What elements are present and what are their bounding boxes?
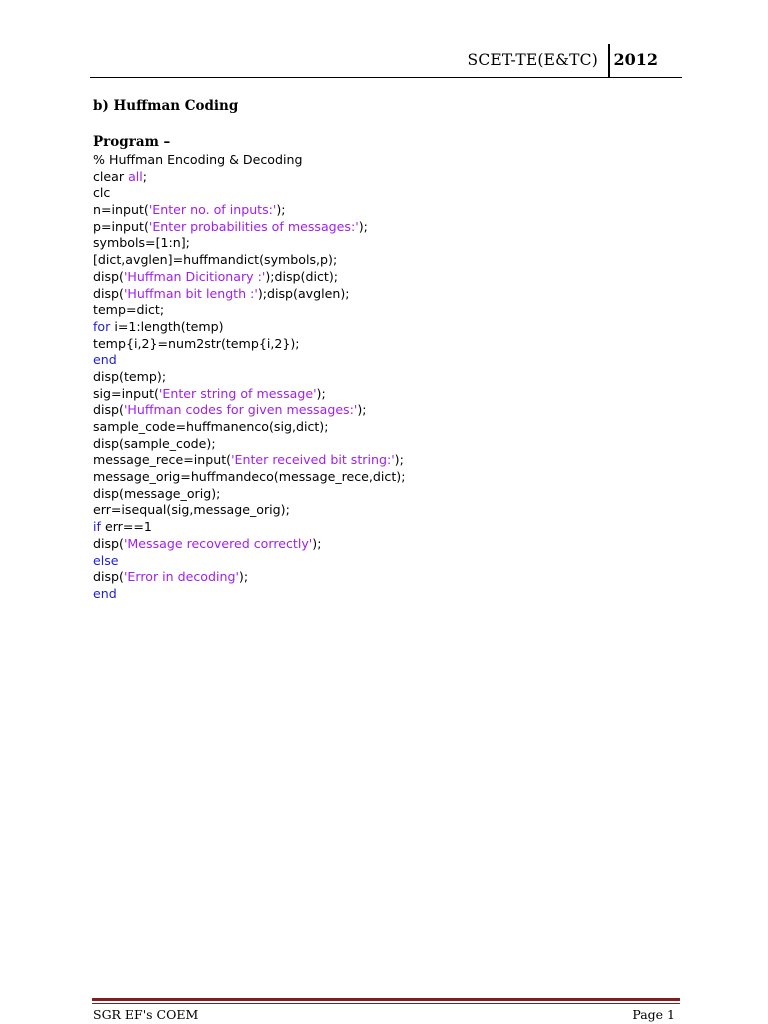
section-title: b) Huffman Coding <box>93 98 239 114</box>
code-line <box>93 336 683 353</box>
code-text: message_orig=huffmandeco(message_rece,dict); <box>93 469 406 485</box>
code-text: disp( <box>93 268 124 284</box>
code-keyword: for <box>93 318 111 334</box>
code-keyword: end <box>93 585 117 601</box>
code-text: );disp(dict); <box>265 268 338 284</box>
code-text: [dict,avglen]=huffmandict(symbols,p); <box>93 252 338 268</box>
code-line <box>93 553 683 570</box>
code-line <box>93 302 683 319</box>
code-line <box>93 152 683 169</box>
code-line <box>93 235 683 252</box>
code-text: ); <box>238 569 249 585</box>
code-line <box>93 586 683 603</box>
code-string: 'Enter received bit string:' <box>231 452 395 468</box>
code-text: disp( <box>93 402 124 418</box>
code-line <box>93 502 683 519</box>
code-text: sig=input( <box>93 385 159 401</box>
code-line <box>93 486 683 503</box>
code-text: clc <box>93 185 111 201</box>
code-text: err=isequal(sig,message_orig); <box>93 502 290 518</box>
code-line <box>93 386 683 403</box>
code-text: n=input( <box>93 202 149 218</box>
code-line <box>93 536 683 553</box>
code-text: message_rece=input( <box>93 452 232 468</box>
code-text: symbols=[1:n]; <box>93 235 190 251</box>
code-text: ); <box>276 202 286 218</box>
footer-page-number: Page 1 <box>632 1007 675 1022</box>
code-line <box>93 369 683 386</box>
code-string: 'Huffman codes for given messages:' <box>123 402 358 418</box>
code-text: );disp(avglen); <box>257 285 350 301</box>
code-line <box>93 569 683 586</box>
code-line <box>93 319 683 336</box>
code-text: ); <box>394 452 404 468</box>
code-line <box>93 419 683 436</box>
code-text: ; <box>142 168 148 184</box>
header-year: 2012 <box>613 50 658 69</box>
code-text: ); <box>316 385 326 401</box>
program-label: Program – <box>93 134 171 150</box>
page-content <box>93 96 683 603</box>
code-text: disp(message_orig); <box>93 485 221 501</box>
code-string: 'Enter no. of inputs:' <box>148 202 277 218</box>
header-separator <box>608 44 610 77</box>
code-text: disp( <box>93 285 124 301</box>
code-line <box>93 436 683 453</box>
code-text: clear <box>93 168 129 184</box>
code-keyword: if <box>93 519 101 535</box>
code-keyword: else <box>93 552 119 568</box>
code-text: p=input( <box>93 218 149 234</box>
code-line <box>93 185 683 202</box>
code-string: 'Enter probabilities of messages:' <box>148 218 359 234</box>
code-string: 'Message recovered correctly' <box>123 535 313 551</box>
page-header <box>90 44 682 78</box>
code-string: 'Huffman bit length :' <box>123 285 258 301</box>
code-text: ); <box>358 218 368 234</box>
code-line <box>93 352 683 369</box>
code-line <box>93 202 683 219</box>
code-string: all <box>128 168 143 184</box>
footer-rule-thick <box>92 998 680 1001</box>
code-line <box>93 452 683 469</box>
code-text: disp( <box>93 535 124 551</box>
code-keyword: end <box>93 352 117 368</box>
code-text: temp=dict; <box>93 302 165 318</box>
code-line <box>93 252 683 269</box>
code-text: disp( <box>93 569 124 585</box>
code-line <box>93 286 683 303</box>
code-text: % Huffman Encoding & Decoding <box>93 152 303 167</box>
code-listing <box>93 152 683 603</box>
code-text: err==1 <box>100 519 152 535</box>
code-text: disp(temp); <box>93 368 167 384</box>
code-string: 'Huffman Dicitionary :' <box>123 268 266 284</box>
code-string: 'Error in decoding' <box>123 569 239 585</box>
code-text: ); <box>312 535 322 551</box>
footer-institution: SGR EF's COEM <box>93 1007 199 1022</box>
header-rule <box>90 77 682 78</box>
code-text: temp{i,2}=num2str(temp{i,2}); <box>93 335 300 351</box>
code-text: ); <box>357 402 367 418</box>
code-line <box>93 469 683 486</box>
code-text: disp(sample_code); <box>93 435 216 451</box>
code-line <box>93 519 683 536</box>
footer-rule-thin <box>92 1003 680 1004</box>
code-line <box>93 402 683 419</box>
code-line <box>93 169 683 186</box>
code-line <box>93 269 683 286</box>
header-course: SCET-TE(E&TC) <box>467 51 598 69</box>
code-string: 'Enter string of message' <box>158 385 317 401</box>
code-text: sample_code=huffmanenco(sig,dict); <box>93 419 329 434</box>
code-line <box>93 219 683 236</box>
code-text: i=1:length(temp) <box>110 318 224 334</box>
